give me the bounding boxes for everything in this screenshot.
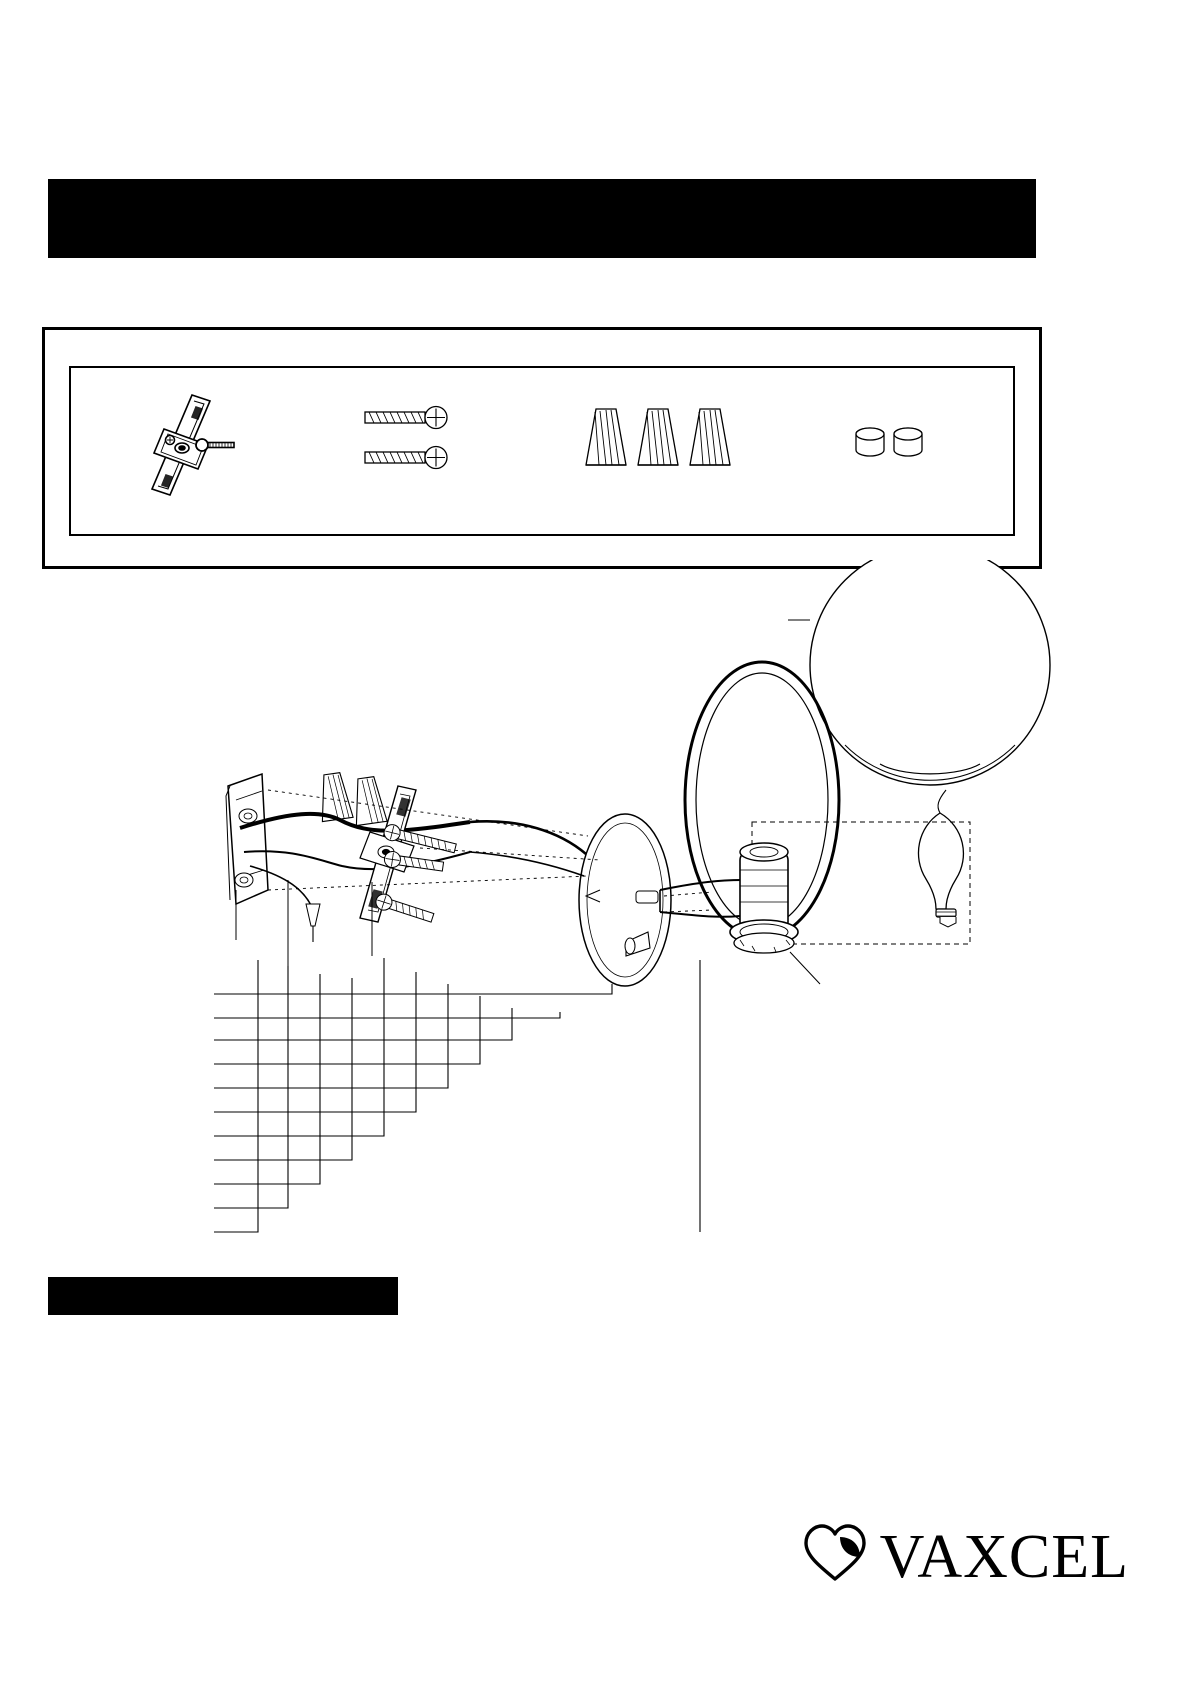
hardware-parts-box-inner	[69, 366, 1015, 536]
mounting-strap-icon	[124, 377, 254, 507]
hardware-parts-box	[42, 327, 1042, 569]
page-title-bar	[48, 179, 1036, 258]
junction-box-illustration	[226, 774, 268, 940]
cap-nut-icon	[840, 402, 950, 482]
light-bulb-illustration	[918, 790, 963, 927]
brand-logo	[800, 1521, 1129, 1592]
fixture-body-illustration	[579, 662, 839, 986]
part-machine-screws	[307, 368, 543, 534]
bottom-section-bar	[48, 1277, 398, 1315]
exploded-assembly-diagram	[0, 560, 1191, 1280]
brand-name: VAXCEL	[879, 1522, 1129, 1591]
part-wire-connectors	[542, 368, 778, 534]
heart-leaf-logo-icon	[800, 1521, 870, 1592]
wire-nut-icon	[580, 387, 740, 497]
glass-shade-illustration	[788, 560, 1050, 785]
callout-leader-lines	[214, 958, 700, 1232]
screw-icon	[359, 382, 489, 502]
hardware-parts-row	[71, 368, 1013, 534]
part-mounting-strap	[71, 368, 307, 534]
part-cap-nuts	[778, 368, 1014, 534]
